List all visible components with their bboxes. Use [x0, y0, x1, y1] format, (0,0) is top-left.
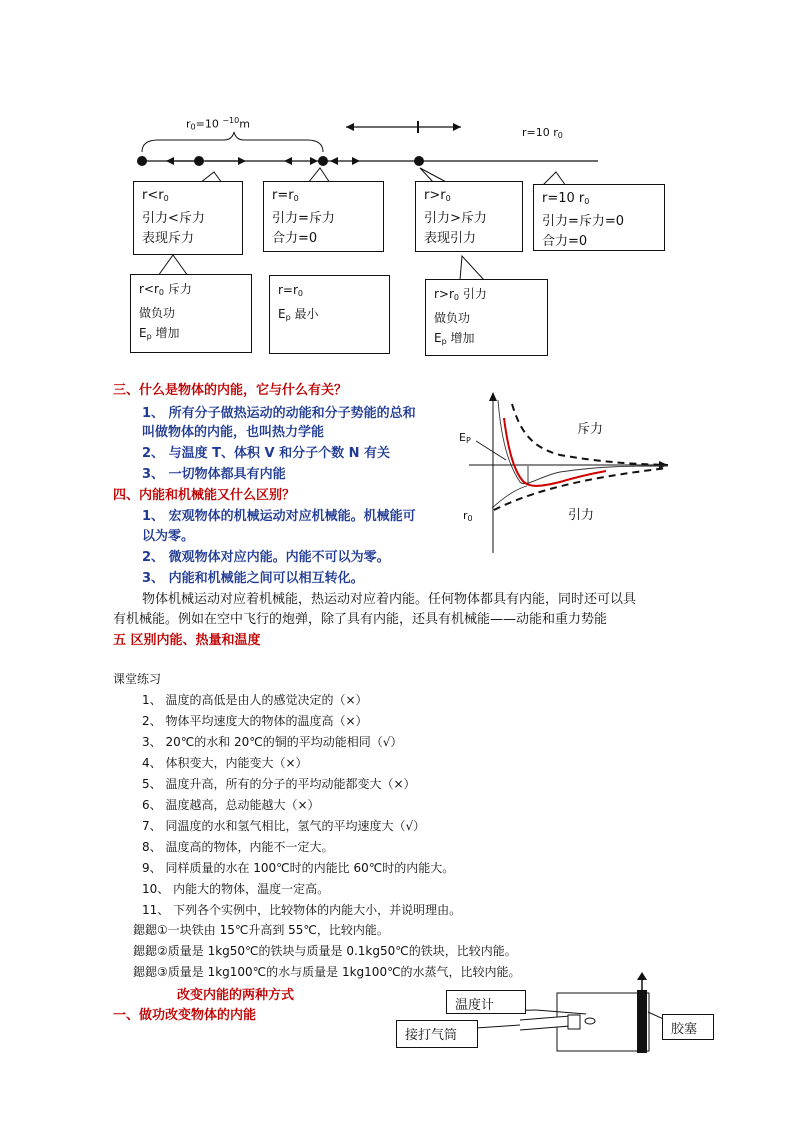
callout-line-2: $E_p$ 最小 [278, 307, 319, 322]
r-far-label: r=10 $r_0$ [522, 126, 563, 140]
callout-line-1: $r=r_0$ [278, 283, 304, 298]
callout-line-2: 引力>斥力 [424, 211, 487, 226]
callout-line-1: $r=r_0$ [272, 188, 299, 203]
ep-label: $E_P$ [459, 431, 471, 445]
callout-line-3: 合力=0 [542, 234, 588, 249]
arrow-up-icon [637, 972, 647, 980]
paragraph-line-1: 物体机械运动对应着机械能，热运动对应着内能。任何物体都具有内能，同时还可以具 [142, 592, 637, 607]
callout-line-3: 表现斥力 [142, 231, 195, 246]
callout-line-2: 做负功 [139, 306, 176, 320]
callout-line-3: $E_p$ 增加 [139, 326, 180, 341]
exercise-item: 7、 同温度的水和氢气相比，氢气的平均速度大（√） [142, 819, 426, 833]
callout-line-1: $r<r_0$ [142, 188, 169, 203]
section6-title: 改变内能的两种方式 [177, 988, 295, 1003]
pump-tube [520, 1016, 570, 1030]
callout-line-2: 引力=斥力 [272, 211, 335, 226]
callout-line-1: $r>r_0$ [424, 188, 451, 203]
stopper-label: 胶塞 [662, 1014, 714, 1040]
callout-line-2: 引力<斥力 [142, 211, 205, 226]
section3-item-1b: 叫做物体的内能，也叫热力学能 [142, 425, 325, 440]
section4-title: 四、内能和机械能又什么区别？ [113, 488, 296, 503]
graph-r0-label: $r_0$ [463, 509, 473, 523]
exercise-item: 6、 温度越高，总动能越大（×） [142, 798, 320, 812]
exercise-item: 11、 下列各个实例中，比较物体的内能大小，并说明理由。 [142, 903, 462, 917]
thermometer-bulb [585, 1018, 595, 1024]
exercise-item: 9、 同样质量的水在 100℃时的内能比 60℃时的内能大。 [142, 861, 455, 875]
exercise-subitem: 鍶鍶③质量是 1kg100℃的水与质量是 1kg100℃的水蒸气，比较内能。 [133, 965, 521, 979]
thermometer-label: 温度计 [446, 990, 526, 1014]
callout-line-3: $E_p$ 增加 [434, 331, 475, 346]
callout-line-2: 做负功 [434, 311, 471, 325]
section4-item-1: 1、 宏观物体的机械运动对应机械能。机械能可 [142, 509, 416, 524]
section3-item-3: 3、 一切物体都具有内能 [142, 467, 286, 482]
section3-item-2: 2、 与温度 T、体积 V 和分子个数 N 有关 [142, 446, 391, 461]
callout-line-3: 合力=0 [272, 231, 318, 246]
callout-line-1: $r<r_0$ 斥力 [139, 282, 192, 297]
callout-line-1: $r>r_0$ 引力 [434, 287, 487, 302]
section3-title: 三、什么是物体的内能，它与什么有关？ [113, 383, 348, 398]
exercise-item: 4、 体积变大，内能变大（×） [142, 756, 308, 770]
section6-subtitle: 一、做功改变物体的内能 [113, 1008, 257, 1023]
exercise-item: 1、 温度的高低是由人的感觉决定的（×） [142, 693, 368, 707]
exercise-item: 2、 物体平均速度大的物体的温度高（×） [142, 714, 368, 728]
callout-line-2: 引力=斥力=0 [542, 214, 625, 229]
section4-item-2: 2、 微观物体对应内能。内能不可以为零。 [142, 550, 390, 565]
attraction-label: 引力 [568, 508, 595, 523]
exercise-subitem: 鍶鍶①一块铁由 15℃升高到 55℃，比较内能。 [133, 923, 389, 937]
rubber-stopper [637, 990, 647, 1053]
callout-line-3: 表现引力 [424, 231, 477, 246]
section4-item-1b: 以为零。 [142, 529, 195, 544]
repulsion-label: 斥力 [577, 422, 604, 437]
callout-line-1: r=10 $r_0$ [542, 191, 590, 206]
exercise-item: 10、 内能大的物体，温度一定高。 [142, 882, 330, 896]
section5-title: 五 区别内能、热量和温度 [113, 633, 261, 648]
section3-item-1: 1、 所有分子做热运动的动能和分子势能的总和 [142, 406, 416, 421]
exercise-item: 8、 温度高的物体，内能不一定大。 [142, 840, 334, 854]
exercise-item: 3、 20℃的水和 20℃的铜的平均动能相同（√） [142, 735, 403, 749]
paragraph-line-2: 有机械能。例如在空中飞行的炮弹，除了具有内能，还具有机械能——动能和重力势能 [113, 612, 608, 627]
r0-value-label: $r_0=10$ $^{-10}$m [186, 116, 250, 132]
section4-item-3: 3、 内能和机械能之间可以相互转化。 [142, 571, 364, 586]
exercises-title: 课堂练习 [113, 672, 162, 686]
exercise-subitem: 鍶鍶②质量是 1kg50℃的铁块与质量是 0.1kg50℃的铁块，比较内能。 [133, 944, 517, 958]
pump-label: 接打气筒 [396, 1020, 478, 1048]
exercise-item: 5、 温度升高，所有的分子的平均动能都变大（×） [142, 777, 416, 791]
